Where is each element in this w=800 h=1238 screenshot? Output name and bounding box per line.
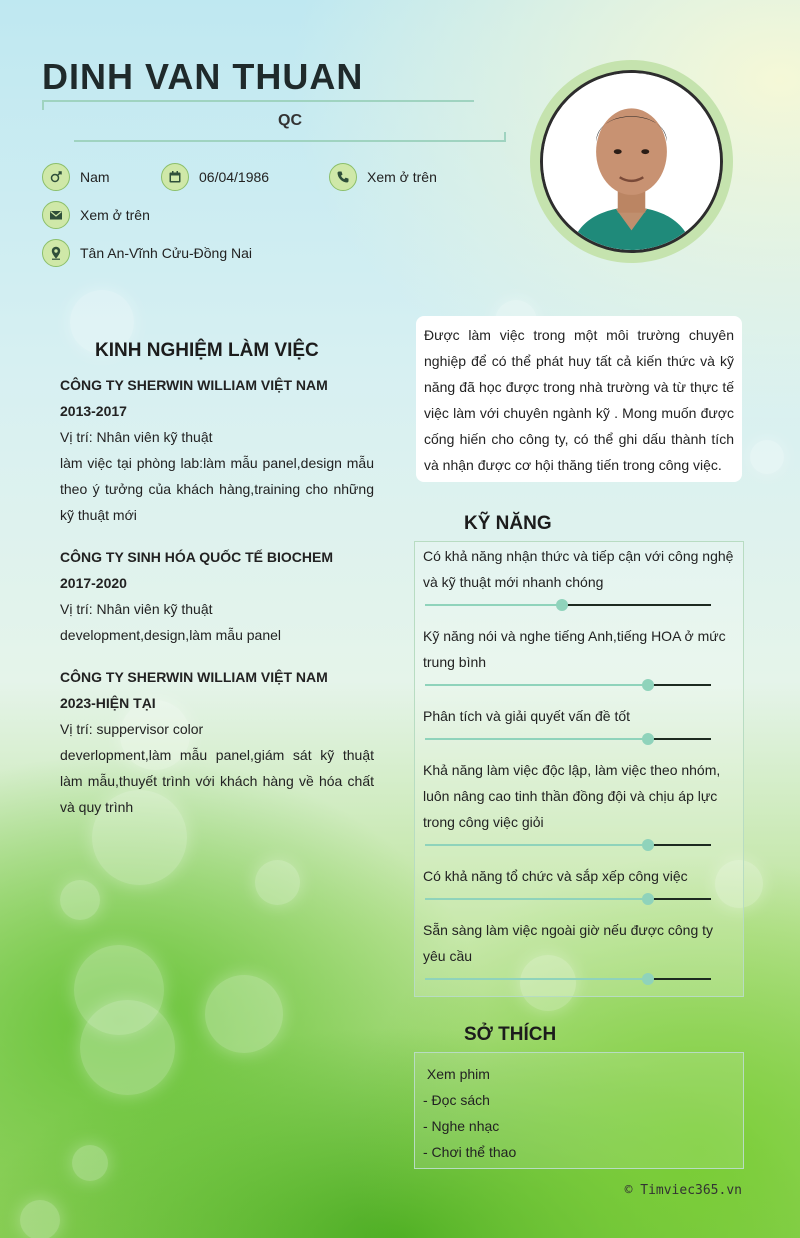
skill-text: Khả năng làm việc độc lập, làm việc theo nhóm, luôn nâng cao tinh thần đồng đội và chịu áp lực trong công việc giỏi [423, 762, 721, 830]
skill-level-bar [425, 898, 711, 900]
skills-title: KỸ NĂNG [464, 513, 552, 534]
job-position: QC [278, 112, 302, 129]
hobby-item: - Nghe nhạc [423, 1118, 500, 1134]
skill-level-bar [425, 604, 711, 606]
skill-level-knob [642, 893, 654, 905]
address-value: Tân An-Vĩnh Cửu-Đồng Nai [80, 245, 253, 261]
experience-description: development,design,làm mẫu panel [60, 627, 282, 643]
experience-title: KINH NGHIỆM LÀM VIỆC [95, 340, 319, 361]
experience-period: 2023-HIỆN TẠI [60, 695, 156, 711]
experience-description: deverlopment,làm mẫu panel,giám sát kỹ thuật làm mẫu,thuyết trình với khách hàng về hóa chất và quy trình [60, 747, 374, 815]
experience-role: Vị trí: suppervisor color [60, 721, 204, 737]
bokeh-circle [72, 1145, 108, 1181]
candidate-name: DINH VAN THUAN [42, 56, 364, 97]
gender-info [42, 163, 110, 191]
experience-company: CÔNG TY SINH HÓA QUỐC TẾ BIOCHEM [60, 549, 334, 565]
skill-text: Sẵn sàng làm việc ngoài giờ nếu được công ty yêu cầu [423, 922, 714, 964]
hobby-item: Xem phim [423, 1066, 490, 1082]
experience-item [60, 544, 374, 648]
experience-item [60, 372, 374, 528]
avatar-frame [530, 60, 733, 263]
bokeh-circle [20, 1200, 60, 1238]
bokeh-circle [205, 975, 283, 1053]
skills-box [414, 541, 744, 997]
hobbies-title: SỞ THÍCH [464, 1024, 557, 1045]
skill-level-bar [425, 978, 711, 980]
skill-level-knob [642, 973, 654, 985]
experience-period: 2013-2017 [60, 403, 127, 419]
skill-level-fill [425, 844, 648, 846]
experience-role: Vị trí: Nhân viên kỹ thuật [60, 429, 213, 445]
skill-level-bar [425, 844, 711, 846]
skill-text: Kỹ năng nói và nghe tiếng Anh,tiếng HOA ở mức trung bình [423, 628, 726, 670]
divider-line [42, 100, 474, 102]
phone-icon [329, 163, 357, 191]
skill-level-fill [425, 978, 648, 980]
hobbies-box [414, 1052, 744, 1169]
email-icon [42, 201, 70, 229]
experience-company: CÔNG TY SHERWIN WILLIAM VIỆT NAM [60, 377, 328, 393]
skill-level-bar [425, 684, 711, 686]
calendar-icon [161, 163, 189, 191]
skill-text: Phân tích và giải quyết vấn đề tốt [423, 708, 631, 724]
skill-level-knob [642, 839, 654, 851]
bokeh-circle [255, 860, 300, 905]
skill-level-knob [556, 599, 568, 611]
skill-level-knob [642, 679, 654, 691]
footer-credit: © Timviec365.vn [624, 1183, 742, 1198]
experience-period: 2017-2020 [60, 575, 127, 591]
bokeh-circle [60, 880, 100, 920]
address-info [42, 239, 252, 267]
experience-item [60, 664, 374, 820]
experience-company: CÔNG TY SHERWIN WILLIAM VIỆT NAM [60, 669, 328, 685]
skill-level-fill [425, 738, 648, 740]
email-info [42, 201, 150, 229]
skill-level-fill [425, 604, 562, 606]
skill-level-fill [425, 684, 648, 686]
phone-value: Xem ở trên [367, 169, 437, 185]
avatar [540, 70, 723, 253]
experience-description: làm việc tại phòng lab:làm mẫu panel,design mẫu theo ý tưởng của khách hàng,training cho những kỹ thuật mới [60, 455, 374, 523]
skill-level-bar [425, 738, 711, 740]
skill-text: Có khả năng nhận thức và tiếp cận với công nghệ và kỹ thuật mới nhanh chóng [423, 548, 734, 590]
phone-info [329, 163, 437, 191]
location-icon [42, 239, 70, 267]
email-value: Xem ở trên [80, 207, 150, 223]
skill-text: Có khả năng tổ chức và sắp xếp công việc [423, 868, 688, 884]
experience-role: Vị trí: Nhân viên kỹ thuật [60, 601, 213, 617]
gender-icon [42, 163, 70, 191]
avatar-portrait [543, 73, 720, 250]
skill-level-fill [425, 898, 648, 900]
hobby-item: - Chơi thể thao [423, 1144, 517, 1160]
bokeh-circle [750, 440, 784, 474]
birthday-info [161, 163, 269, 191]
divider-line [74, 140, 506, 142]
gender-value: Nam [80, 169, 110, 185]
bokeh-circle [80, 1000, 175, 1095]
birthday-value: 06/04/1986 [199, 169, 270, 185]
hobby-item: - Đọc sách [423, 1092, 490, 1108]
skill-level-knob [642, 733, 654, 745]
career-objective: Được làm việc trong một môi trường chuyên nghiệp để có thể phát huy tất cả kiến thức và kỹ năng đã học được trong nhà trường và từ thực tế việc làm với chuyên ngành kỹ . Mong muốn được cống hiến cho công ty, có thể ghi dấu thành tích và nhận được cơ hội thăng tiến trong công việc. [416, 316, 742, 482]
